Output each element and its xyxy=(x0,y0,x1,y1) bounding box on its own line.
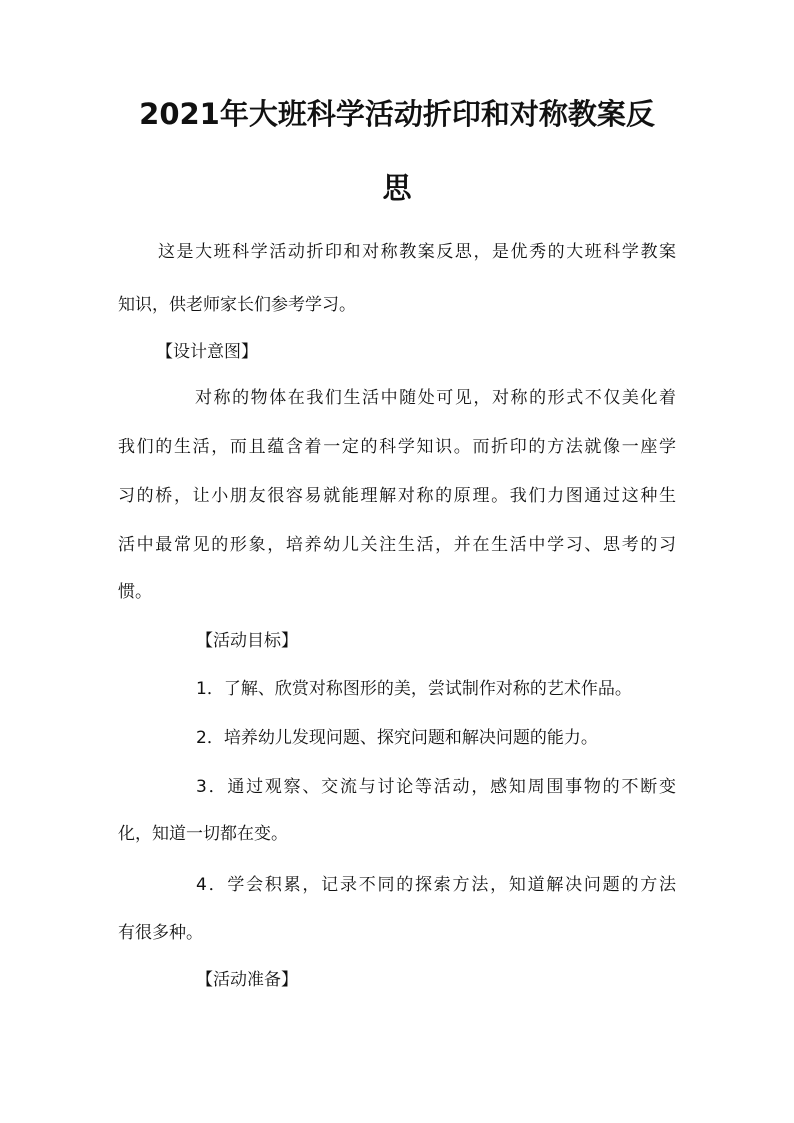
intro-paragraph-line-2: 知识，供老师家长们参考学习。 xyxy=(118,295,356,315)
section-heading-design: 【设计意图】 xyxy=(156,342,258,362)
design-paragraph-line-4: 活中最常见的形象，培养幼儿关注生活，并在生活中学习、思考的习 xyxy=(118,535,676,555)
section-heading-goals: 【活动目标】 xyxy=(196,631,298,651)
goal-item-4-line-2: 有很多种。 xyxy=(118,923,203,943)
goal-item-2: 2．培养幼儿发现问题、探究问题和解决问题的能力。 xyxy=(196,728,598,748)
goal-item-4-line-1: 4．学会积累，记录不同的探索方法，知道解决问题的方法 xyxy=(196,875,676,895)
design-paragraph-line-3: 习的桥，让小朋友很容易就能理解对称的原理。我们力图通过这种生 xyxy=(118,486,676,506)
goal-item-3-line-1: 3．通过观察、交流与讨论等活动，感知周围事物的不断变 xyxy=(196,777,676,797)
design-paragraph-line-2: 我们的生活，而且蕴含着一定的科学知识。而折印的方法就像一座学 xyxy=(118,437,676,457)
design-paragraph-line-1: 对称的物体在我们生活中随处可见，对称的形式不仅美化着 xyxy=(195,388,676,408)
document-title-line-2: 思 xyxy=(382,171,412,205)
goal-item-3-line-2: 化，知道一切都在变。 xyxy=(118,824,288,844)
section-heading-preparation: 【活动准备】 xyxy=(196,970,298,990)
document-title-line-1: 2021年大班科学活动折印和对称教案反 xyxy=(139,97,655,131)
design-paragraph-line-5: 惯。 xyxy=(118,582,152,602)
goal-item-1: 1．了解、欣赏对称图形的美，尝试制作对称的艺术作品。 xyxy=(196,679,632,699)
intro-paragraph-line-1: 这是大班科学活动折印和对称教案反思，是优秀的大班科学教案 xyxy=(158,242,676,262)
